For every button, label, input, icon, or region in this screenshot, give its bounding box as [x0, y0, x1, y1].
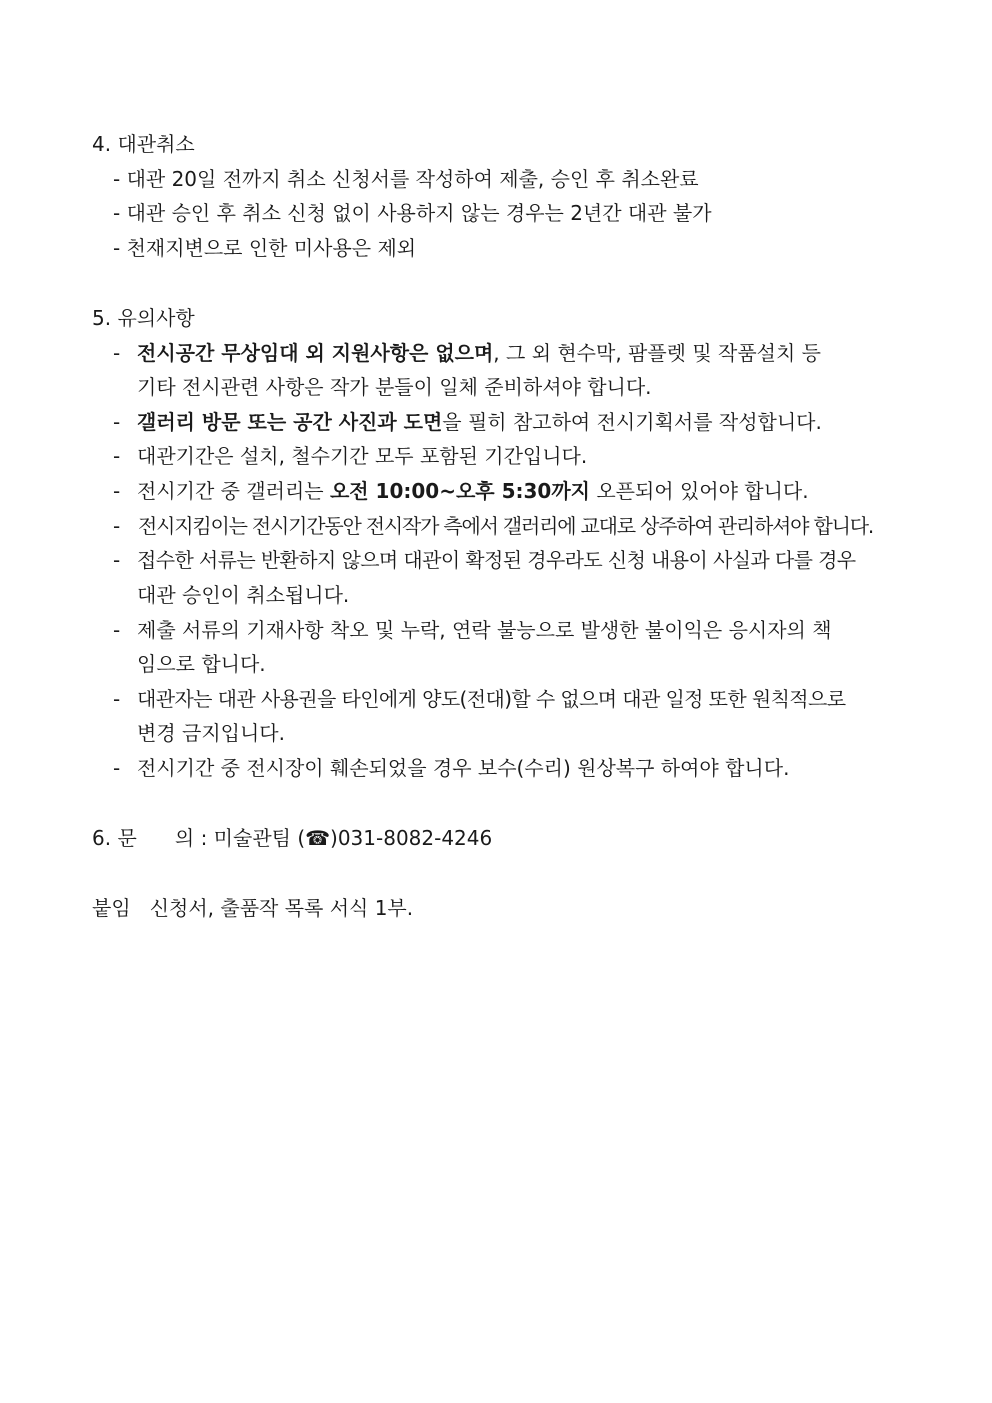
item-8-text: 대관자는 대관 사용권을 타인에게 양도(전대)할 수 없으며 대관 일정 또한 원칙적으로 [137, 687, 846, 711]
section-4-title: 4. 대관취소 [92, 132, 195, 156]
item-6-text: 접수한 서류는 반환하지 않으며 대관이 확정된 경우라도 신청 내용이 사실과 다를 경우 [137, 548, 856, 572]
item-1-text: , 그 외 현수막, 팜플렛 및 작품설치 등 [493, 341, 821, 365]
item-4-text-pre: 전시기간 중 갤러리는 [137, 479, 330, 503]
contact-line: 6. 문 의 : 미술관팀 (☎)031-8082-4246 [92, 826, 493, 850]
item-1-emphasis: 전시공간 무상임대 외 지원사항은 없으며 [137, 341, 494, 365]
section-5-item-5: - 전시지킴이는 전시기간동안 전시작가 측에서 갤러리에 교대로 상주하여 관리하셔야 합니다. [113, 514, 873, 538]
section-4-item-2: - 대관 승인 후 취소 신청 없이 사용하지 않는 경우는 2년간 대관 불가 [113, 201, 712, 225]
item-2-emphasis: 갤러리 방문 또는 공간 사진과 도면 [137, 410, 443, 434]
item-4-emphasis: 오전 10:00~오후 5:30까지 [329, 479, 590, 503]
attachment-line: 붙임 신청서, 출품작 목록 서식 1부. [92, 896, 414, 920]
section-5-item-4: - 전시기간 중 갤러리는 오전 10:00~오후 5:30까지 오픈되어 있어야 합니다. [113, 479, 809, 503]
section-5-item-7: - 제출 서류의 기재사항 착오 및 누락, 연락 불능으로 발생한 불이익은 응시자의 책 [113, 618, 832, 642]
section-4-item-3: - 천재지변으로 인한 미사용은 제외 [113, 236, 417, 260]
section-5-item-8-continuation: 변경 금지입니다. [137, 721, 285, 745]
item-2-text: 을 필히 참고하여 전시기획서를 작성합니다. [442, 410, 822, 434]
item-4-text-post: 오픈되어 있어야 합니다. [589, 479, 809, 503]
item-3-text: 대관기간은 설치, 철수기간 모두 포함된 기간입니다. [137, 444, 588, 468]
item-5-text: 전시지킴이는 전시기간동안 전시작가 측에서 갤러리에 교대로 상주하여 관리하셔야 합니다. [138, 514, 873, 538]
section-4-item-1: - 대관 20일 전까지 취소 신청서를 작성하여 제출, 승인 후 취소완료 [113, 167, 699, 191]
section-5-item-6: - 접수한 서류는 반환하지 않으며 대관이 확정된 경우라도 신청 내용이 사실과 다를 경우 [113, 548, 856, 572]
section-5-item-3: - 대관기간은 설치, 철수기간 모두 포함된 기간입니다. [113, 444, 588, 468]
section-5-item-8: - 대관자는 대관 사용권을 타인에게 양도(전대)할 수 없으며 대관 일정 또한 원칙적으로 [113, 687, 846, 711]
item-9-text: 전시기간 중 전시장이 훼손되었을 경우 보수(수리) 원상복구 하여야 합니다. [137, 756, 790, 780]
section-5-item-1: - 전시공간 무상임대 외 지원사항은 없으며, 그 외 현수막, 팜플렛 및 작품설치 등 [113, 341, 821, 365]
section-5-item-2: - 갤러리 방문 또는 공간 사진과 도면을 필히 참고하여 전시기획서를 작성합니다. [113, 410, 822, 434]
item-7-text: 제출 서류의 기재사항 착오 및 누락, 연락 불능으로 발생한 불이익은 응시자의 책 [137, 618, 832, 642]
section-5-item-1-continuation: 기타 전시관련 사항은 작가 분들이 일체 준비하셔야 합니다. [137, 375, 652, 399]
section-5-title: 5. 유의사항 [92, 306, 195, 330]
section-5-item-9: - 전시기간 중 전시장이 훼손되었을 경우 보수(수리) 원상복구 하여야 합니다. [113, 756, 790, 780]
section-5-item-7-continuation: 임으로 합니다. [137, 652, 266, 676]
section-5-item-6-continuation: 대관 승인이 취소됩니다. [137, 583, 350, 607]
